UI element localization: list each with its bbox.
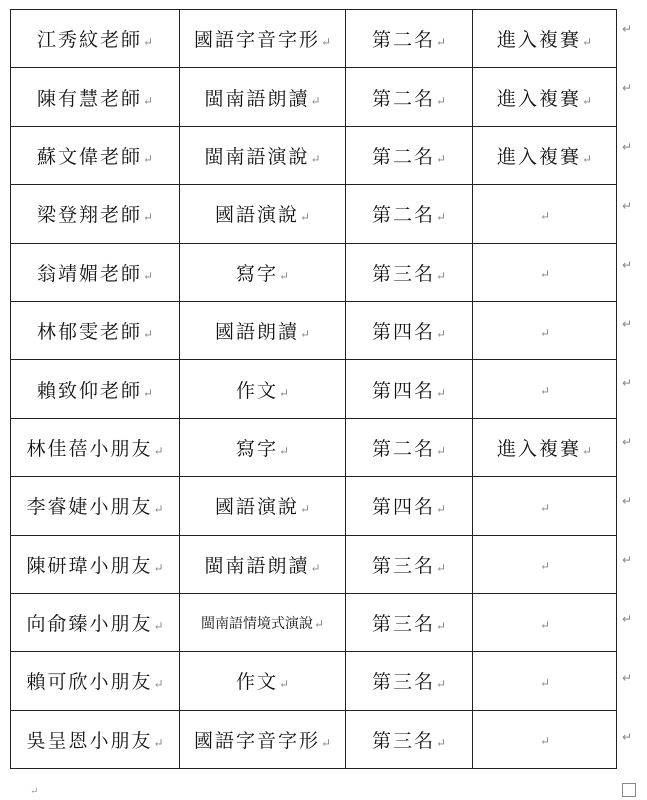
- table-row: [11, 185, 617, 243]
- item-cell[interactable]: [180, 243, 346, 301]
- table-row: [11, 10, 617, 68]
- cell-end-mark: ↵: [435, 35, 447, 50]
- table-row: [11, 243, 617, 301]
- name-cell-text: 林佳蓓小朋友: [26, 437, 153, 460]
- row-end-mark: ↵: [622, 494, 633, 508]
- table-end-marker: [622, 783, 636, 797]
- rank-cell-text: 第三名: [371, 729, 435, 752]
- rank-cell-text: 第二名: [371, 437, 435, 460]
- cell-end-mark: ↵: [142, 385, 154, 400]
- item-cell[interactable]: [180, 301, 346, 359]
- name-cell-text: 梁登翔老師: [36, 204, 142, 227]
- rank-cell[interactable]: [346, 535, 473, 593]
- note-cell[interactable]: [473, 710, 617, 768]
- item-cell-text: 寫字: [235, 262, 278, 285]
- cell-end-mark: ↵: [435, 735, 447, 750]
- cell-end-mark: ↵: [435, 385, 447, 400]
- row-end-mark: ↵: [622, 258, 633, 272]
- table-row: [11, 126, 617, 184]
- cell-end-mark: ↵: [313, 616, 325, 631]
- cell-end-mark: ↵: [539, 617, 551, 632]
- note-cell-text: 進入複賽: [496, 145, 581, 168]
- item-cell[interactable]: [180, 185, 346, 243]
- name-cell[interactable]: [11, 418, 180, 476]
- rank-cell-text: 第二名: [371, 87, 435, 110]
- note-cell[interactable]: [473, 185, 617, 243]
- name-cell-text: 賴可欣小朋友: [26, 671, 153, 694]
- table-row: [11, 68, 617, 126]
- item-cell[interactable]: [180, 126, 346, 184]
- note-cell[interactable]: [473, 126, 617, 184]
- item-cell[interactable]: [180, 652, 346, 710]
- cell-end-mark: ↵: [142, 268, 154, 283]
- note-cell-text: 進入複賽: [496, 87, 581, 110]
- table-row: [11, 710, 617, 768]
- note-cell[interactable]: [473, 652, 617, 710]
- rank-cell[interactable]: [346, 10, 473, 68]
- table-row: [11, 301, 617, 359]
- cell-end-mark: ↵: [310, 560, 321, 575]
- cell-end-mark: ↵: [299, 327, 311, 342]
- note-cell[interactable]: [473, 593, 617, 651]
- name-cell-text: 江秀紋老師: [36, 29, 142, 52]
- rank-cell[interactable]: [346, 301, 473, 359]
- cell-end-mark: ↵: [581, 443, 593, 458]
- note-cell-text: 進入複賽: [496, 437, 581, 460]
- note-cell[interactable]: [473, 535, 617, 593]
- rank-cell[interactable]: [346, 477, 473, 535]
- name-cell[interactable]: [11, 360, 180, 418]
- cell-end-mark: ↵: [142, 151, 154, 166]
- row-end-mark: ↵: [622, 81, 633, 95]
- cell-end-mark: ↵: [278, 677, 290, 692]
- item-cell[interactable]: [180, 593, 346, 651]
- row-end-mark: ↵: [622, 140, 633, 154]
- rank-cell-text: 第二名: [371, 204, 435, 227]
- table-row: [11, 593, 617, 651]
- cell-end-mark: ↵: [435, 443, 447, 458]
- cell-end-mark: ↵: [539, 559, 551, 574]
- cell-end-mark: ↵: [320, 735, 332, 750]
- name-cell-text: 翁靖媚老師: [36, 262, 142, 285]
- item-cell-text: 作文: [235, 671, 278, 694]
- cell-end-mark: ↵: [142, 210, 154, 225]
- cell-end-mark: ↵: [435, 93, 447, 108]
- cell-end-mark: ↵: [581, 151, 593, 166]
- item-cell[interactable]: [180, 477, 346, 535]
- item-cell-text: 國語字音字形: [193, 29, 320, 52]
- name-cell-text: 李睿婕小朋友: [26, 496, 153, 519]
- name-cell[interactable]: [11, 301, 180, 359]
- table-row: [11, 477, 617, 535]
- cell-end-mark: ↵: [435, 619, 447, 634]
- item-cell[interactable]: [180, 418, 346, 476]
- cell-end-mark: ↵: [539, 325, 551, 340]
- row-end-mark: ↵: [622, 671, 633, 685]
- table-row: [11, 418, 617, 476]
- cell-end-mark: ↵: [435, 502, 447, 517]
- cell-end-mark: ↵: [581, 35, 593, 50]
- row-end-mark: ↵: [622, 612, 633, 626]
- cell-end-mark: ↵: [539, 500, 551, 515]
- cell-end-mark: ↵: [153, 619, 164, 634]
- name-cell[interactable]: [11, 477, 180, 535]
- note-cell[interactable]: [473, 360, 617, 418]
- name-cell[interactable]: [11, 10, 180, 68]
- table-row: [11, 360, 617, 418]
- rank-cell-text: 第三名: [371, 613, 435, 636]
- note-cell-text: 進入複賽: [496, 29, 581, 52]
- name-cell[interactable]: [11, 243, 180, 301]
- name-cell[interactable]: [11, 68, 180, 126]
- rank-cell-text: 第四名: [371, 496, 435, 519]
- row-end-mark: ↵: [622, 199, 633, 213]
- cell-end-mark: ↵: [278, 443, 290, 458]
- cell-end-mark: ↵: [435, 210, 447, 225]
- item-cell-text: 國語演說: [214, 204, 299, 227]
- cell-end-mark: ↵: [310, 151, 321, 166]
- cell-end-mark: ↵: [310, 93, 321, 108]
- name-cell[interactable]: [11, 185, 180, 243]
- item-cell-text: 閩南語演說: [204, 145, 310, 168]
- name-cell[interactable]: [11, 535, 180, 593]
- cell-end-mark: ↵: [142, 35, 154, 50]
- cell-end-mark: ↵: [142, 93, 154, 108]
- results-table: [10, 9, 617, 769]
- row-end-mark: ↵: [622, 553, 633, 567]
- cell-end-mark: ↵: [435, 677, 447, 692]
- name-cell-text: 陳研瑋小朋友: [26, 554, 153, 577]
- item-cell-text: 閩南語朗讀: [204, 87, 310, 110]
- cell-end-mark: ↵: [278, 385, 290, 400]
- rank-cell-text: 第三名: [371, 554, 435, 577]
- item-cell[interactable]: [180, 710, 346, 768]
- rank-cell[interactable]: [346, 243, 473, 301]
- name-cell-text: 陳有慧老師: [36, 87, 142, 110]
- cell-end-mark: ↵: [299, 502, 311, 517]
- item-cell-text: 寫字: [235, 437, 278, 460]
- item-cell[interactable]: [180, 68, 346, 126]
- cell-end-mark: ↵: [435, 268, 447, 283]
- name-cell-text: 向俞臻小朋友: [26, 613, 153, 636]
- item-cell-text: 國語演說: [214, 496, 299, 519]
- name-cell-text: 賴致仰老師: [36, 379, 142, 402]
- note-cell[interactable]: [473, 418, 617, 476]
- cell-end-mark: ↵: [581, 93, 593, 108]
- item-cell-text: 閩南語朗讀: [204, 554, 310, 577]
- paragraph-mark: ↵: [30, 786, 39, 797]
- item-cell-text: 作文: [235, 379, 278, 402]
- cell-end-mark: ↵: [320, 35, 332, 50]
- rank-cell-text: 第三名: [371, 262, 435, 285]
- rank-cell[interactable]: [346, 185, 473, 243]
- row-end-mark: ↵: [622, 317, 633, 331]
- rank-cell-text: 第四名: [371, 321, 435, 344]
- name-cell-text: 林郁雯老師: [36, 321, 142, 344]
- name-cell[interactable]: [11, 126, 180, 184]
- row-end-mark: ↵: [622, 435, 633, 449]
- table-row: [11, 652, 617, 710]
- name-cell[interactable]: [11, 593, 180, 651]
- name-cell[interactable]: [11, 652, 180, 710]
- item-cell-text: 國語朗讀: [214, 321, 299, 344]
- rank-cell[interactable]: [346, 710, 473, 768]
- cell-end-mark: ↵: [142, 327, 154, 342]
- table-row: [11, 535, 617, 593]
- note-cell[interactable]: [473, 477, 617, 535]
- cell-end-mark: ↵: [435, 560, 447, 575]
- note-cell[interactable]: [473, 301, 617, 359]
- cell-end-mark: ↵: [435, 151, 447, 166]
- item-cell[interactable]: [180, 535, 346, 593]
- cell-end-mark: ↵: [153, 560, 164, 575]
- cell-end-mark: ↵: [299, 210, 311, 225]
- cell-end-mark: ↵: [539, 734, 551, 749]
- name-cell[interactable]: [11, 710, 180, 768]
- rank-cell[interactable]: [346, 68, 473, 126]
- rank-cell-text: 第二名: [371, 145, 435, 168]
- rank-cell-text: 第四名: [371, 379, 435, 402]
- item-cell[interactable]: [180, 10, 346, 68]
- rank-cell[interactable]: [346, 593, 473, 651]
- rank-cell-text: 第三名: [371, 671, 435, 694]
- cell-end-mark: ↵: [153, 443, 164, 458]
- cell-end-mark: ↵: [278, 268, 290, 283]
- rank-cell-text: 第二名: [371, 29, 435, 52]
- cell-end-mark: ↵: [539, 208, 551, 223]
- cell-end-mark: ↵: [153, 735, 164, 750]
- item-cell-text: 閩南語情境式演說: [200, 615, 313, 632]
- rank-cell[interactable]: [346, 418, 473, 476]
- item-cell[interactable]: [180, 360, 346, 418]
- cell-end-mark: ↵: [539, 267, 551, 282]
- cell-end-mark: ↵: [539, 675, 551, 690]
- rank-cell[interactable]: [346, 652, 473, 710]
- name-cell-text: 蘇文偉老師: [36, 145, 142, 168]
- cell-end-mark: ↵: [435, 327, 447, 342]
- cell-end-mark: ↵: [153, 502, 164, 517]
- note-cell[interactable]: [473, 68, 617, 126]
- note-cell[interactable]: [473, 243, 617, 301]
- row-end-mark: ↵: [622, 22, 633, 36]
- name-cell-text: 吳呈恩小朋友: [26, 729, 153, 752]
- results-table-body: [11, 10, 617, 769]
- row-end-mark: ↵: [622, 376, 633, 390]
- cell-end-mark: ↵: [539, 384, 551, 399]
- cell-end-mark: ↵: [153, 677, 164, 692]
- note-cell[interactable]: [473, 10, 617, 68]
- row-end-mark: ↵: [622, 730, 633, 744]
- item-cell-text: 國語字音字形: [193, 729, 320, 752]
- rank-cell[interactable]: [346, 126, 473, 184]
- rank-cell[interactable]: [346, 360, 473, 418]
